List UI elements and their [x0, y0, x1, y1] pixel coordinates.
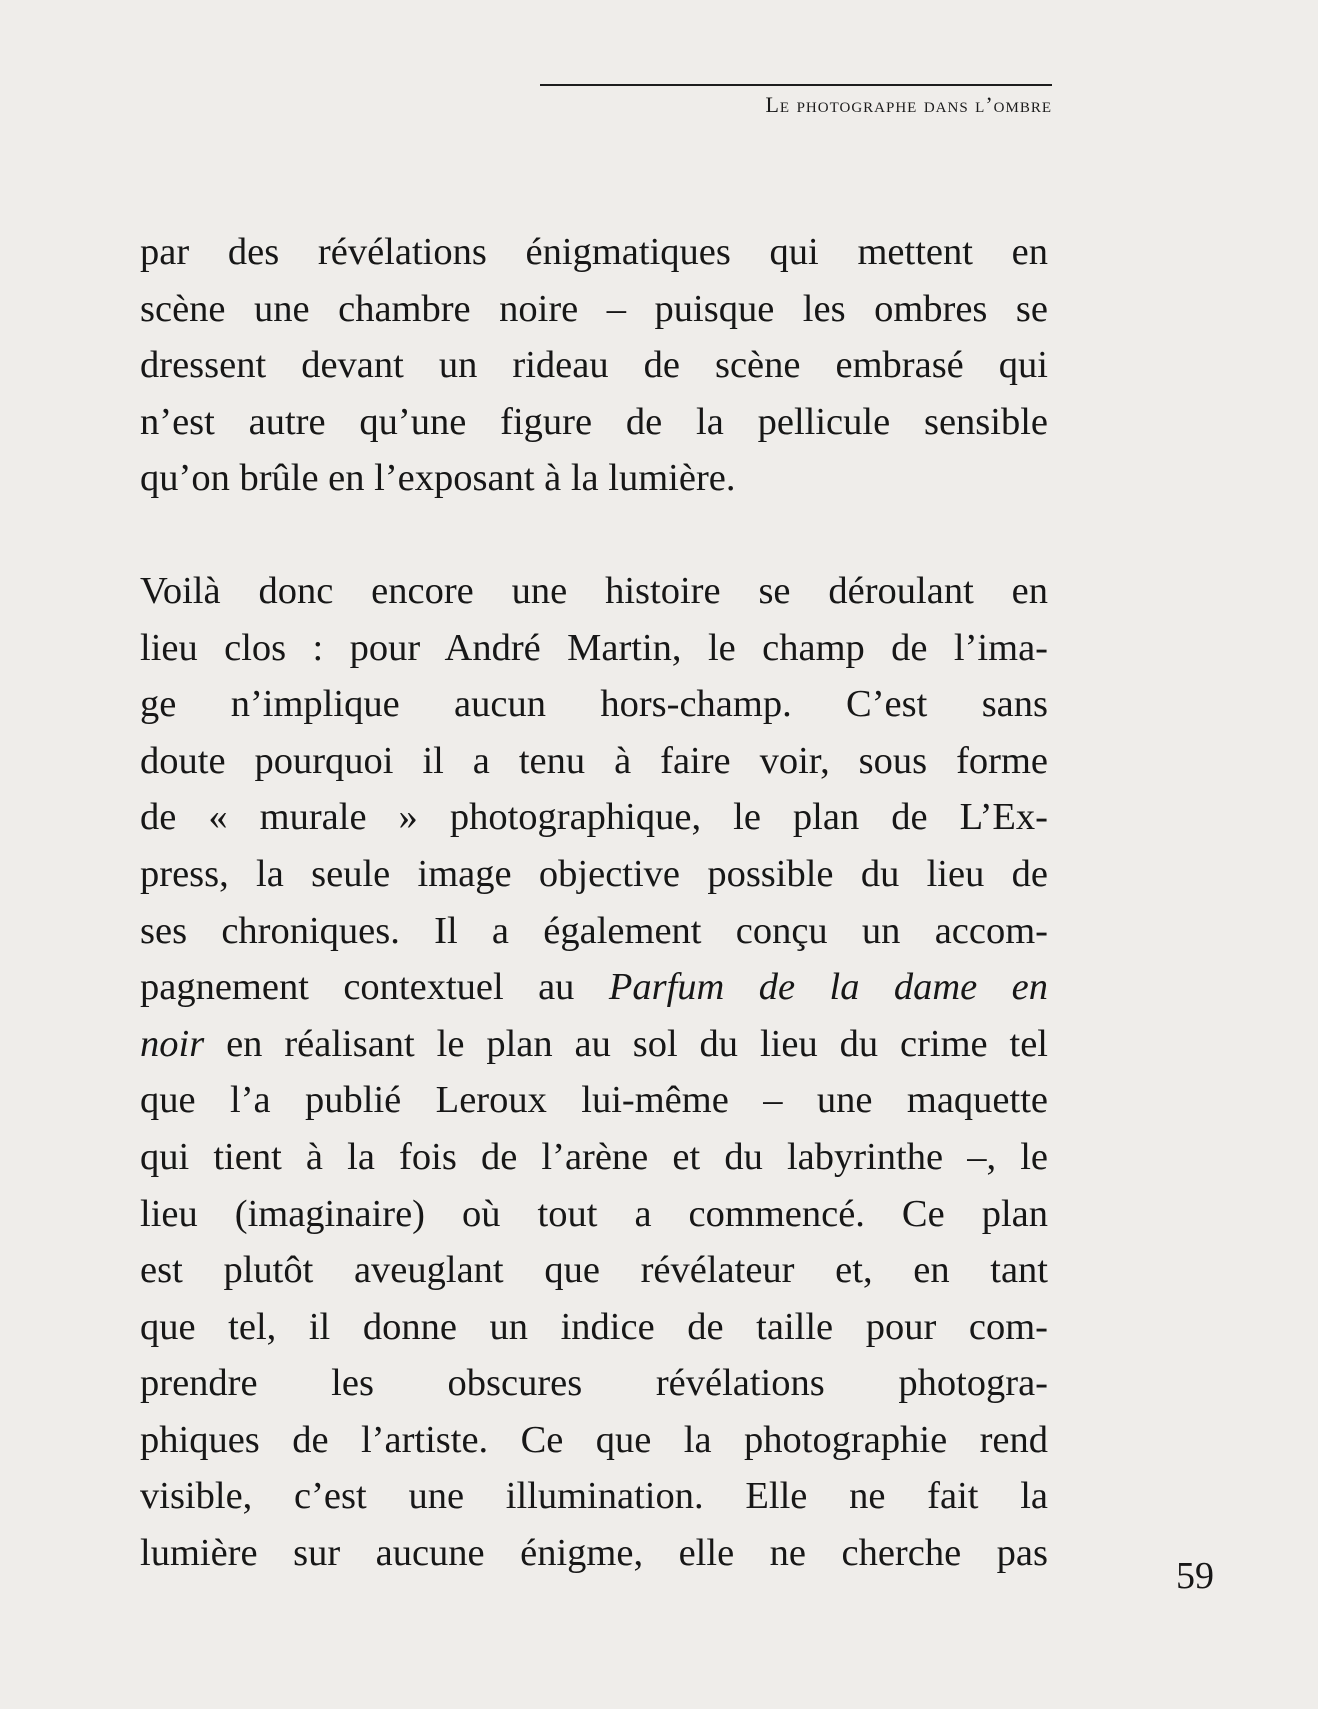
text-line: est plutôt aveuglant que révélateur et, en tant — [140, 1249, 1048, 1292]
text-line: lieu clos : pour André Martin, le champ de l’ima- — [140, 626, 1048, 669]
text-segment: en réalisant le plan au sol du lieu du crime tel — [226, 1022, 1049, 1065]
text-line: que l’a publié Leroux lui-même – une maquette — [140, 1079, 1048, 1122]
text-line: lumière sur aucune énigme, elle ne cherche pas — [140, 1532, 1048, 1575]
text-line: lieu (imaginaire) où tout a commencé. Ce plan — [140, 1192, 1048, 1235]
paragraph-2 — [140, 563, 1048, 1582]
running-head-rule — [540, 84, 1052, 117]
text-line: de « murale » photographique, le plan de L’Ex- — [140, 796, 1048, 839]
text-line: phiques de l’artiste. Ce que la photographie rend — [140, 1418, 1048, 1461]
page-number: 59 — [1176, 1555, 1214, 1597]
text-line: scène une chambre noire – puisque les ombres se — [140, 287, 1048, 330]
text-line: ge n’implique aucun hors-champ. C’est sans — [140, 683, 1048, 726]
text-line: qui tient à la fois de l’arène et du labyrinthe –, le — [140, 1135, 1048, 1178]
running-head: Le photographe dans l’ombre — [765, 92, 1052, 117]
text-line: Voilà donc encore une histoire se déroulant en — [140, 569, 1048, 612]
text-segment: pagnement contextuel au — [140, 966, 575, 1009]
text-line: que tel, il donne un indice de taille pour com- — [140, 1305, 1048, 1348]
text-line: visible, c’est une illumination. Elle ne fait la — [140, 1475, 1048, 1518]
book-title-italic: Parfum de la dame en — [608, 966, 1049, 1009]
text-line: prendre les obscures révélations photogra- — [140, 1362, 1048, 1405]
body-text — [140, 224, 1048, 1582]
text-line: doute pourquoi il a tenu à faire voir, sous forme — [140, 739, 1048, 782]
text-line: ses chroniques. Il a également conçu un accom- — [140, 909, 1048, 952]
text-line: dressent devant un rideau de scène embrasé qui — [140, 344, 1048, 387]
text-line-with-title — [140, 1016, 1048, 1073]
text-line: n’est autre qu’une figure de la pellicule sensible — [140, 400, 1048, 443]
text-line-with-title — [140, 959, 1048, 1016]
paragraph-1 — [140, 224, 1048, 507]
text-line: par des révélations énigmatiques qui mettent en — [140, 231, 1048, 273]
book-title-italic: noir — [140, 1022, 205, 1065]
text-line: press, la seule image objective possible du lieu de — [140, 852, 1048, 895]
text-line: qu’on brûle en l’exposant à la lumière. — [140, 457, 736, 500]
